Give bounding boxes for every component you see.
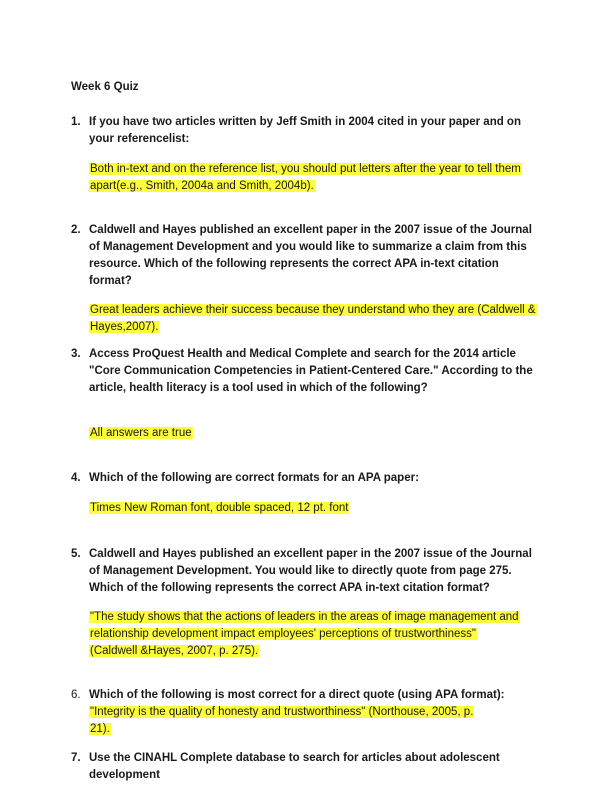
answer-block [89,302,541,336]
question-text: If you have two articles written by Jeff Smith in 2004 cited in your paper and on your referencelist: [89,116,521,145]
question-number: 4. [71,472,81,484]
question-text: Use the CINAHL Complete database to search for articles about adolescent development [89,752,500,781]
question-block [71,222,541,336]
highlighted-answer-line: Both in-text and on the reference list, you should put letters after the year to tell them [90,163,521,175]
question-text: Which of the following is most correct for a direct quote (using APA format): [89,689,505,701]
question-number: 2. [71,224,81,236]
question-number: 1. [71,116,81,128]
highlighted-answer-line: Times New Roman font, double spaced, 12 pt. font [90,502,349,514]
highlighted-answer-line: Great leaders achieve their success because they understand who they are (Caldwell & [90,304,536,316]
question-block [71,346,541,442]
highlighted-answer-line: (Caldwell &Hayes, 2007, p. 275). [90,645,259,657]
page-title: Week 6 Quiz [71,81,139,93]
highlighted-answer-line: "Integrity is the quality of honesty and trustworthiness" (Northouse, 2005, p. [90,706,474,718]
question-text: Caldwell and Hayes published an excellent paper in the 2007 issue of the Journal of Management Development and you would like to summarize a claim from this resource. Which of the following represents the correct APA in-text citation format? [89,224,532,287]
answer-block [89,425,541,442]
answer-block [89,161,541,195]
answer-block [89,500,541,517]
highlighted-answer-line: All answers are true [90,427,192,439]
question-text: Caldwell and Hayes published an excellent paper in the 2007 issue of the Journal of Management Development. You would like to directly quote from page 275. Which of the following represents the correct APA in-text citation format? [89,548,532,594]
highlighted-answer-line: 21). [90,723,110,735]
highlighted-answer-line: Hayes,2007). [90,321,159,333]
highlighted-answer-line: "The study shows that the actions of leaders in the areas of image management and [90,611,519,623]
highlighted-answer-line: relationship development impact employees' perceptions of trustworthiness" [90,628,476,640]
question-number: 7. [71,752,81,764]
question-number: 6. [71,689,81,701]
question-text: Which of the following are correct formats for an APA paper: [89,472,419,484]
question-block [71,687,541,738]
highlighted-answer-line: apart(e.g., Smith, 2004a and Smith, 2004b). [90,180,314,192]
question-block [71,114,541,195]
answer-block [89,609,541,660]
question-text: Access ProQuest Health and Medical Complete and search for the 2014 article "Core Communication Competencies in Patient-Centered Care." According to the article, health literacy is a tool used in which of the following? [89,348,533,394]
answer-block [89,704,541,738]
question-number: 5. [71,548,81,560]
question-number: 3. [71,348,81,360]
question-block [71,750,541,784]
question-block [71,470,541,517]
question-block [71,546,541,660]
